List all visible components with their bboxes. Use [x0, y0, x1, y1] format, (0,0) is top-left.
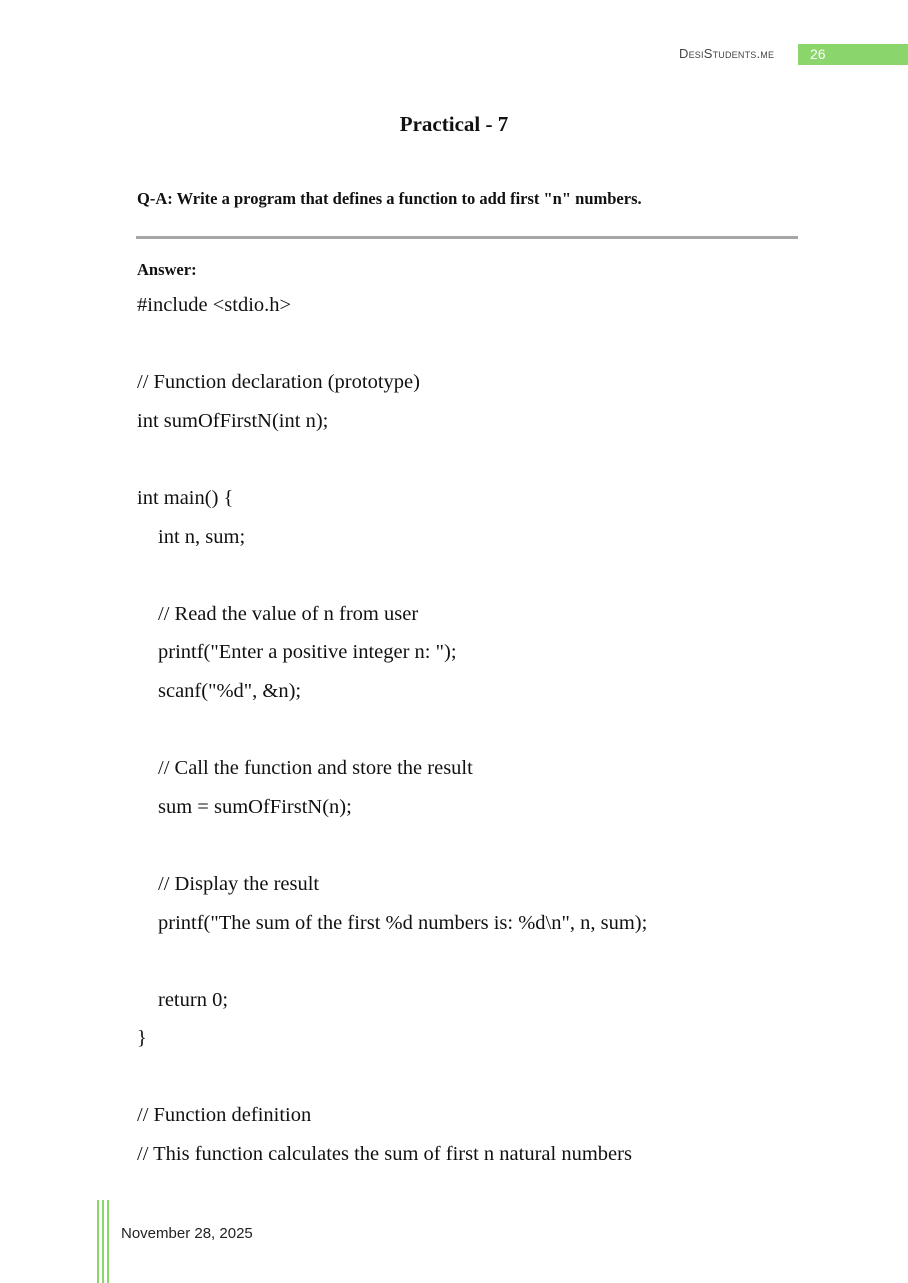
code-line: // Read the value of n from user [158, 602, 419, 625]
code-line: scanf("%d", &n); [158, 679, 302, 702]
code-line: int n, sum; [158, 525, 246, 548]
code-line: // Display the result [158, 872, 320, 895]
page-title: Practical - 7 [399, 112, 509, 136]
code-line: } [137, 1027, 147, 1050]
code-blank-line [137, 445, 647, 484]
code-line: printf("The sum of the first %d numbers is: %d\n", n, sum); [158, 911, 648, 934]
footer-decoration-bars [97, 1200, 109, 1283]
page-number: 26 [810, 46, 826, 62]
footer-bar [107, 1200, 109, 1283]
code-blank-line [137, 831, 647, 870]
footer-bar [102, 1200, 104, 1283]
separator-line [136, 236, 798, 239]
code-line: // This function calculates the sum of first n natural numbers [137, 1143, 632, 1166]
question-text: Q-A: Write a program that defines a function to add first "n" numbers. [137, 189, 642, 208]
code-block [137, 291, 647, 1179]
code-line: // Call the function and store the result [158, 757, 473, 780]
answer-label: Answer: [137, 260, 197, 279]
code-blank-line [137, 716, 647, 755]
code-line: return 0; [158, 988, 229, 1011]
code-line: int sumOfFirstN(int n); [137, 409, 329, 432]
code-line: #include <stdio.h> [137, 294, 292, 316]
code-blank-line [137, 1063, 647, 1102]
code-line: sum = sumOfFirstN(n); [158, 795, 352, 818]
code-blank-line [137, 330, 647, 369]
code-line: // Function declaration (prototype) [137, 371, 420, 394]
page-number-badge [798, 44, 908, 65]
code-line: printf("Enter a positive integer n: "); [158, 641, 457, 664]
code-line: // Function definition [137, 1104, 312, 1127]
header-site-name: DesiStudents.me [679, 46, 775, 61]
footer-bar [97, 1200, 99, 1283]
code-line: int main() { [137, 486, 234, 509]
code-blank-line [137, 561, 647, 600]
footer-date: November 28, 2025 [121, 1225, 253, 1242]
code-blank-line [137, 947, 647, 986]
